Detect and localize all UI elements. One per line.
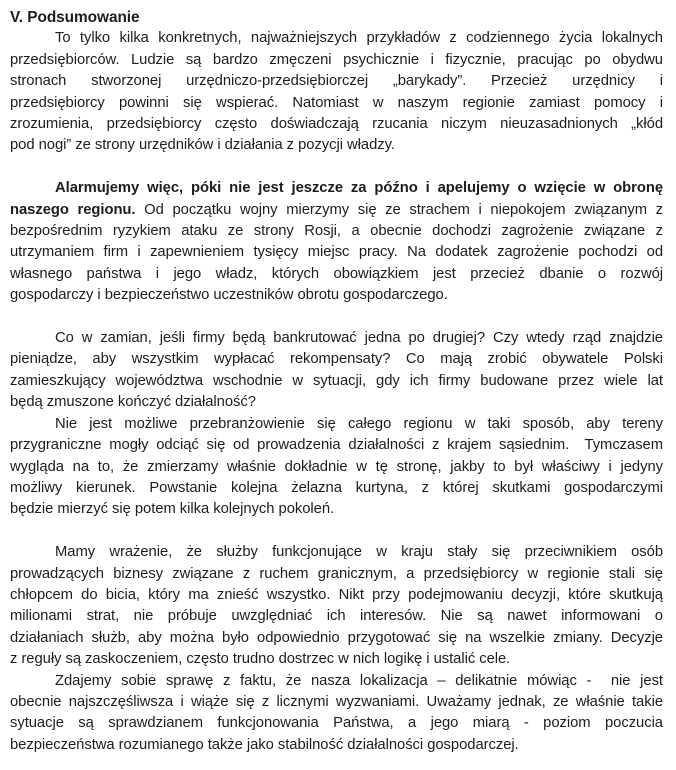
text-segment: Zdajemy sobie sprawę z faktu, że nasza lokalizacja – delikatnie mówiąc - nie jest <box>55 672 663 689</box>
text-line <box>10 71 663 92</box>
paragraph <box>10 178 663 306</box>
text-line <box>10 735 663 756</box>
text-line <box>10 499 663 520</box>
text-line <box>10 242 663 263</box>
text-segment: prowadzących biznesy związane z ruchem granicznym, a przedsiębiorcy w regionie stali się <box>10 565 663 582</box>
text-line <box>10 328 663 349</box>
text-segment: Od początku wojny mierzymy się ze strachem i niepokojem związanym z <box>135 201 663 218</box>
text-segment: przygraniczne mogły odciąć się od prowadzenia działalności z krajem sąsiednim. Tymczasem <box>10 437 663 454</box>
text-segment: utrzymaniem firm i zapewnieniem tysięcy miejsc pracy. Na dodatek zagrożenie pochodzi od <box>10 244 663 261</box>
text-line <box>10 93 663 114</box>
paragraph <box>10 671 663 757</box>
text-line <box>10 50 663 71</box>
text-segment: bezpieczeństwa rozumianego także jako stabilność działalności gospodarczej. <box>10 736 519 753</box>
text-segment: milionami strat, nie próbuje uwzględniać ich interesów. Nie są nawet informowani o <box>10 608 663 625</box>
text-line <box>10 221 663 242</box>
text-line <box>10 414 663 435</box>
text-line <box>10 435 663 456</box>
paragraph <box>10 28 663 156</box>
text-line <box>10 392 663 413</box>
text-line <box>10 114 663 135</box>
text-line <box>10 542 663 563</box>
document-body <box>10 28 663 756</box>
text-segment: przedsiębiorców. Ludzie są bardzo zmęczeni psychicznie i fizycznie, pracując po obydwu <box>10 51 663 68</box>
paragraph <box>10 542 663 670</box>
text-segment: chłopcem do bicia, który ma znieść wszystko. Nikt przy podejmowaniu decyzji, które skutkują <box>10 586 663 603</box>
text-segment: Mamy wrażenie, że służby funkcjonujące w kraju stały się przeciwnikiem osób <box>55 544 663 561</box>
text-line <box>10 649 663 670</box>
text-segment: obecnie najszczęśliwsza i wiąże się z licznymi wyzwaniami. Uważamy jednak, ze właśnie takie <box>10 693 663 710</box>
text-segment: pod nogi” ze strony urzędników i działania z pozycji władzy. <box>10 137 395 154</box>
text-segment: pieniądze, aby wszystkim wypłacać rekompensaty? Co mają zrobić obywatele Polski <box>10 351 663 368</box>
text-line <box>10 628 663 649</box>
text-segment: przedsiębiorcy powinni się wspierać. Natomiast w naszym regionie zamiast pomocy i <box>10 94 663 111</box>
text-line <box>10 28 663 49</box>
text-line <box>10 606 663 627</box>
text-segment: zrozumienia, przedsiębiorcy często doświadczają rzucania niczym nieuzasadnionych „kłód <box>10 116 663 133</box>
text-line <box>10 564 663 585</box>
section-heading: V. Podsumowanie <box>10 9 140 26</box>
text-segment: To tylko kilka konkretnych, najważniejszych przykładów z codziennego życia lokalnych <box>55 30 663 47</box>
text-line <box>10 264 663 285</box>
text-segment: będzie mierzyć się potem kilka kolejnych pokoleń. <box>10 501 335 518</box>
text-line <box>10 371 663 392</box>
text-line <box>10 713 663 734</box>
text-line <box>10 692 663 713</box>
text-segment: własnego państwa i jego władz, których obowiązkiem jest przecież dbanie o rozwój <box>10 265 663 282</box>
text-segment: działaniach służb, aby można było odpowiednio przygotować się na wszelkie zmiany. Decyzje <box>10 629 663 646</box>
text-segment: możliwy kierunek. Powstanie kolejna żelazna kurtyna, z której skutkami gospodarczymi <box>10 479 663 496</box>
text-line <box>10 178 663 199</box>
text-segment: Nie jest możliwe przebranżowienie się całego regionu w taki sposób, aby tereny <box>55 415 663 432</box>
text-line <box>10 200 663 221</box>
text-line <box>10 285 663 306</box>
text-line <box>10 457 663 478</box>
paragraph <box>10 328 663 414</box>
text-segment: zamieszkujący województwa wschodnie w sytuacji, gdy ich firmy budowane przez wiele lat <box>10 372 663 389</box>
text-line <box>10 478 663 499</box>
text-line <box>10 135 663 156</box>
bold-text-segment: Alarmujemy więc, póki nie jest jeszcze za późno i apelujemy o wzięcie w obronę <box>55 180 663 197</box>
text-segment: stronach stworzonej urzędniczo-przedsiębiorczej „barykady”. Przecież urzędnicy i <box>10 73 663 90</box>
text-segment: bezpośrednim ryzykiem ataku ze strony Rosji, a obecnie dochodzi zagrożenie związane z <box>10 223 663 240</box>
text-segment: wygląda na to, że zmierzamy właśnie dokładnie w tę stronę, jakby to był właściwy i jedyny <box>10 458 663 475</box>
text-line <box>10 585 663 606</box>
text-segment: gospodarczy i bezpieczeństwo uczestników obrotu gospodarczego. <box>10 287 448 304</box>
paragraph <box>10 414 663 521</box>
text-line <box>10 349 663 370</box>
text-line <box>10 671 663 692</box>
text-segment: z reguły są zaskoczeniem, często trudno dostrzec w nich logikę i ustalić cele. <box>10 651 511 668</box>
text-segment: sytuacje są sprawdzianem funkcjonowania Państwa, a jego miarą - poziom poczucia <box>10 715 663 732</box>
text-segment: będą zmuszone kończyć działalność? <box>10 394 256 411</box>
text-segment: Co w zamian, jeśli firmy będą bankrutować jedna po drugiej? Czy wtedy rząd znajdzie <box>55 330 663 347</box>
bold-text-segment: naszego regionu. <box>10 201 136 218</box>
